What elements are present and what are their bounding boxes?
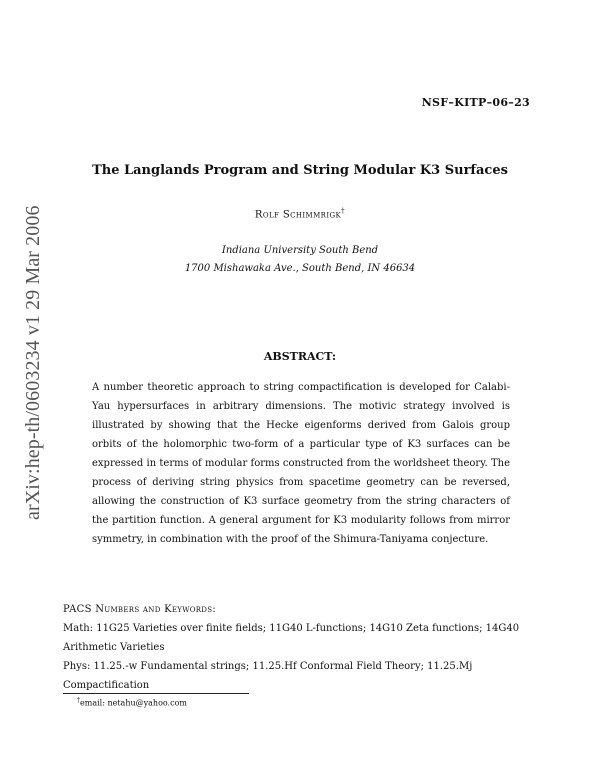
- author-name: Rolf Schimmrigk: [254, 209, 342, 221]
- footnote: [77, 697, 187, 708]
- paper-title: The Langlands Program and String Modular K3 Surfaces: [92, 163, 508, 178]
- footnote-mark: †: [77, 697, 80, 704]
- author-footnote-mark: †: [341, 207, 346, 215]
- affiliation: [0, 242, 600, 278]
- footnote-divider: [63, 693, 249, 694]
- affiliation-address: 1700 Mishawaka Ave., South Bend, IN 46634: [184, 263, 416, 274]
- report-number: NSF–KITP–06–23: [421, 96, 530, 109]
- footnote-email: email: netahu@yahoo.com: [80, 698, 187, 708]
- abstract-heading: ABSTRACT:: [263, 350, 337, 363]
- pacs-math-keywords: Math: 11G25 Varieties over finite fields; 11G40 L-functions; 14G10 Zeta functions; 14G40 Arithmetic Varieties: [63, 623, 520, 653]
- pacs-section: [63, 600, 543, 695]
- author-line: [0, 207, 600, 220]
- pacs-phys-keywords: Phys: 11.25.-w Fundamental strings; 11.25.Hf Conformal Field Theory; 11.25.Mj Compactification: [63, 661, 473, 691]
- affiliation-institution: Indiana University South Bend: [221, 245, 379, 256]
- arxiv-identifier-stamp: arXiv:hep-th/0603234 v1 29 Mar 2006: [22, 205, 44, 520]
- abstract-text: A number theoretic approach to string compactification is developed for Calabi-Yau hypersurfaces in arbitrary dimensions. The motivic strategy involved is illustrated by showing that the Hecke eigenforms derived from Galois group orbits of the holomorphic two-form of a particular type of K3 surfaces can be expressed in terms of modular forms constructed from the worldsheet theory. The process of deriving string physics from spacetime geometry can be reversed, allowing the construction of K3 surface geometry from the string characters of the partition function. A general argument for K3 modularity follows from mirror symmetry, in combination with the proof of the Shimura-Taniyama conjecture.: [92, 382, 510, 545]
- pacs-heading: PACS Numbers and Keywords:: [63, 604, 216, 615]
